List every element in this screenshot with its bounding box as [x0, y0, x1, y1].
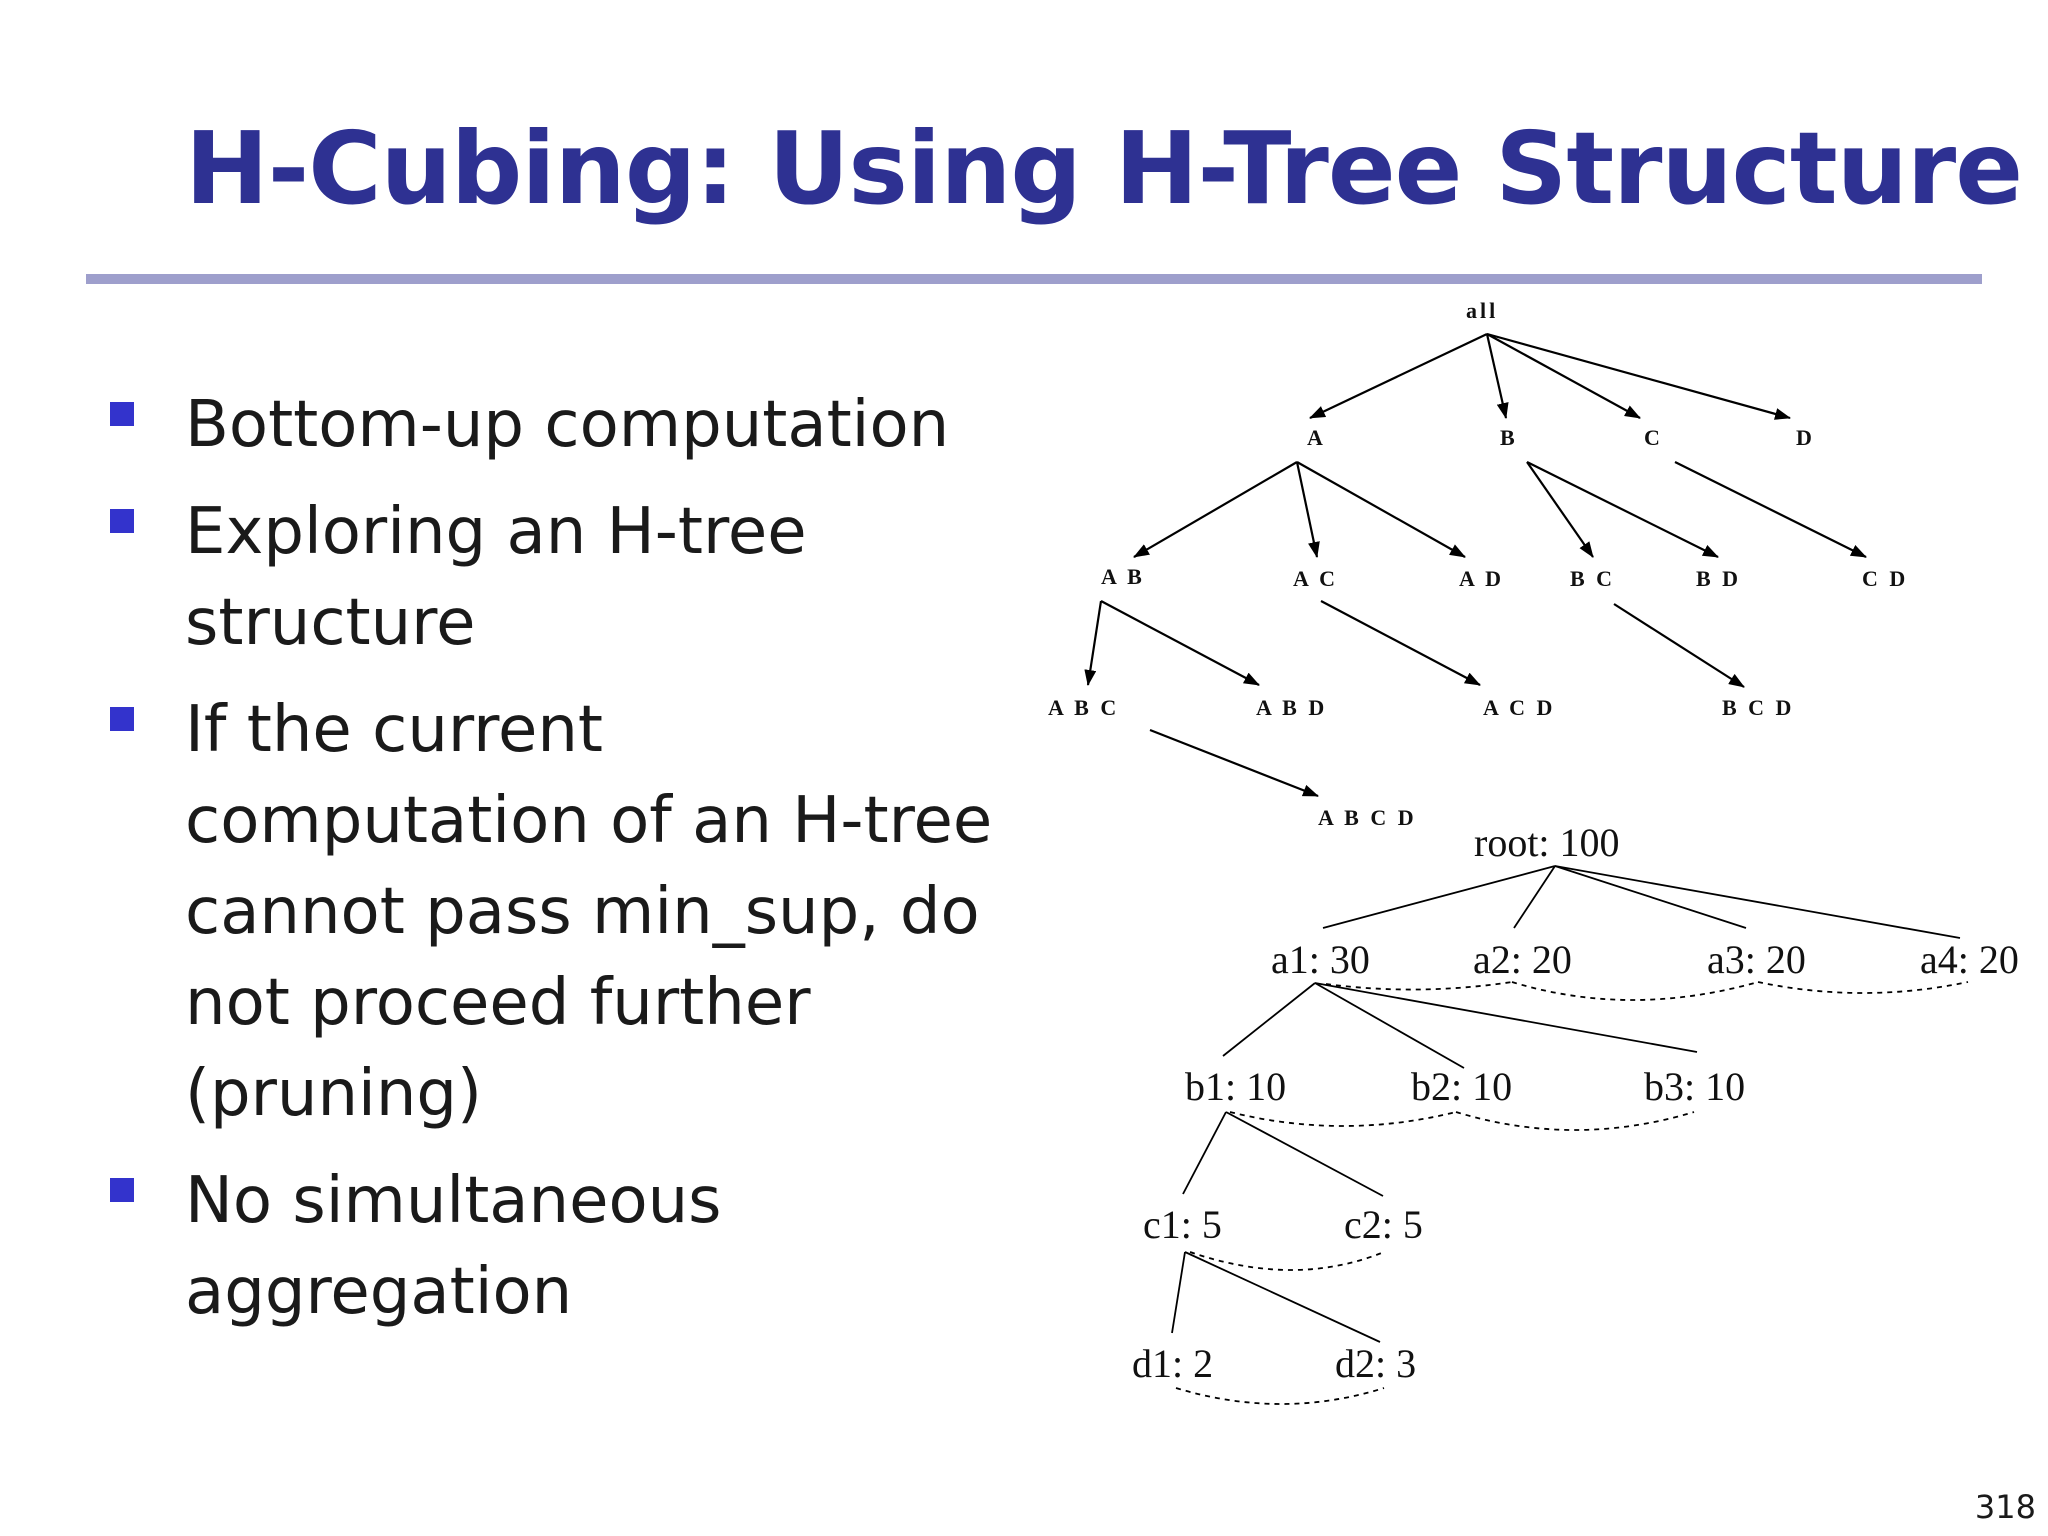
lattice-node-bc: B C	[1570, 566, 1616, 591]
edge-c-cd	[1675, 462, 1866, 557]
lattice-node-abd: A B D	[1256, 695, 1328, 720]
lattice-node-a: A	[1307, 425, 1326, 450]
lattice-node-b: B	[1500, 425, 1518, 450]
bullet-text: Exploring an H-tree structure	[185, 495, 807, 660]
htree-node-c2: c2: 5	[1344, 1202, 1423, 1247]
htree-node-b3: b3: 10	[1644, 1064, 1746, 1109]
lattice-node-cd: C D	[1862, 566, 1909, 591]
side-link-a2-a3	[1512, 982, 1758, 1000]
lattice-node-abc: A B C	[1048, 695, 1120, 720]
htree-labels	[1132, 820, 2019, 1386]
slide-number: 318	[1974, 1488, 2036, 1526]
htree-edge-root-a4	[1555, 866, 1960, 938]
lattice-node-bcd: B C D	[1722, 695, 1795, 720]
htree-edge-root-a3	[1555, 866, 1746, 928]
lattice-node-ac: A C	[1293, 566, 1339, 591]
edge-ab-abd	[1101, 601, 1259, 685]
edge-b-bd	[1527, 462, 1718, 557]
htree-node-a3: a3: 20	[1707, 937, 1806, 982]
htree-node-a1: a1: 30	[1271, 937, 1370, 982]
edge-ab-abc	[1088, 601, 1101, 685]
htree-node-root: root: 100	[1474, 820, 1620, 865]
edge-a-ab	[1134, 462, 1297, 557]
bullet-text: Bottom-up computation	[185, 388, 950, 462]
htree-node-d1: d1: 2	[1132, 1341, 1214, 1386]
lattice-node-all: all	[1466, 298, 1499, 323]
edge-a-ad	[1297, 462, 1465, 557]
lattice-node-c: C	[1644, 425, 1663, 450]
slide-title: H-Cubing: Using H-Tree Structure	[185, 110, 2023, 227]
htree-node-c1: c1: 5	[1143, 1202, 1222, 1247]
htree-edge-b1-c2	[1226, 1112, 1383, 1196]
lattice-labels	[1048, 298, 1908, 830]
side-link-d1-d2	[1176, 1388, 1384, 1404]
htree-node-d2: d2: 3	[1335, 1341, 1417, 1386]
lattice-node-d: D	[1796, 425, 1815, 450]
htree-edge-a1-b3	[1315, 983, 1697, 1052]
edge-a-ac	[1297, 462, 1317, 557]
lattice-node-acd: A C D	[1483, 695, 1556, 720]
htree-edge-b1-c1	[1183, 1112, 1226, 1194]
edge-ac-acd	[1321, 601, 1480, 685]
htree-edge-c1-d1	[1172, 1252, 1185, 1333]
htree-side-links	[1176, 982, 1968, 1404]
htree-node-b1: b1: 10	[1185, 1064, 1287, 1109]
lattice-node-bd: B D	[1696, 566, 1742, 591]
side-link-b1-b2	[1230, 1112, 1456, 1126]
edge-all-d	[1487, 334, 1790, 418]
edge-b-bc	[1527, 462, 1593, 557]
side-link-b2-b3	[1456, 1112, 1694, 1130]
htree-node-b2: b2: 10	[1411, 1064, 1513, 1109]
edge-all-a	[1310, 334, 1487, 418]
edge-bc-bcd	[1614, 604, 1744, 687]
edge-abc-abcd	[1150, 730, 1318, 796]
side-link-a1-a2	[1326, 982, 1512, 990]
lattice-node-ab: A B	[1101, 564, 1145, 589]
bullet-text: If the current computation of an H-tree cannot pass min_sup, do not proceed further (pruning)	[185, 693, 993, 1131]
edge-all-c	[1487, 334, 1640, 418]
htree-edge-a1-b1	[1223, 983, 1315, 1056]
side-link-a3-a4	[1758, 982, 1968, 993]
edge-all-b	[1487, 334, 1506, 418]
lattice-node-abcd: A B C D	[1318, 805, 1417, 830]
htree-node-a4: a4: 20	[1920, 937, 2019, 982]
lattice-edges	[1088, 334, 1866, 796]
lattice-node-ad: A D	[1459, 566, 1505, 591]
bullet-text: No simultaneous aggregation	[185, 1164, 722, 1329]
htree-edge-c1-d2	[1185, 1252, 1380, 1342]
htree-node-a2: a2: 20	[1473, 937, 1572, 982]
